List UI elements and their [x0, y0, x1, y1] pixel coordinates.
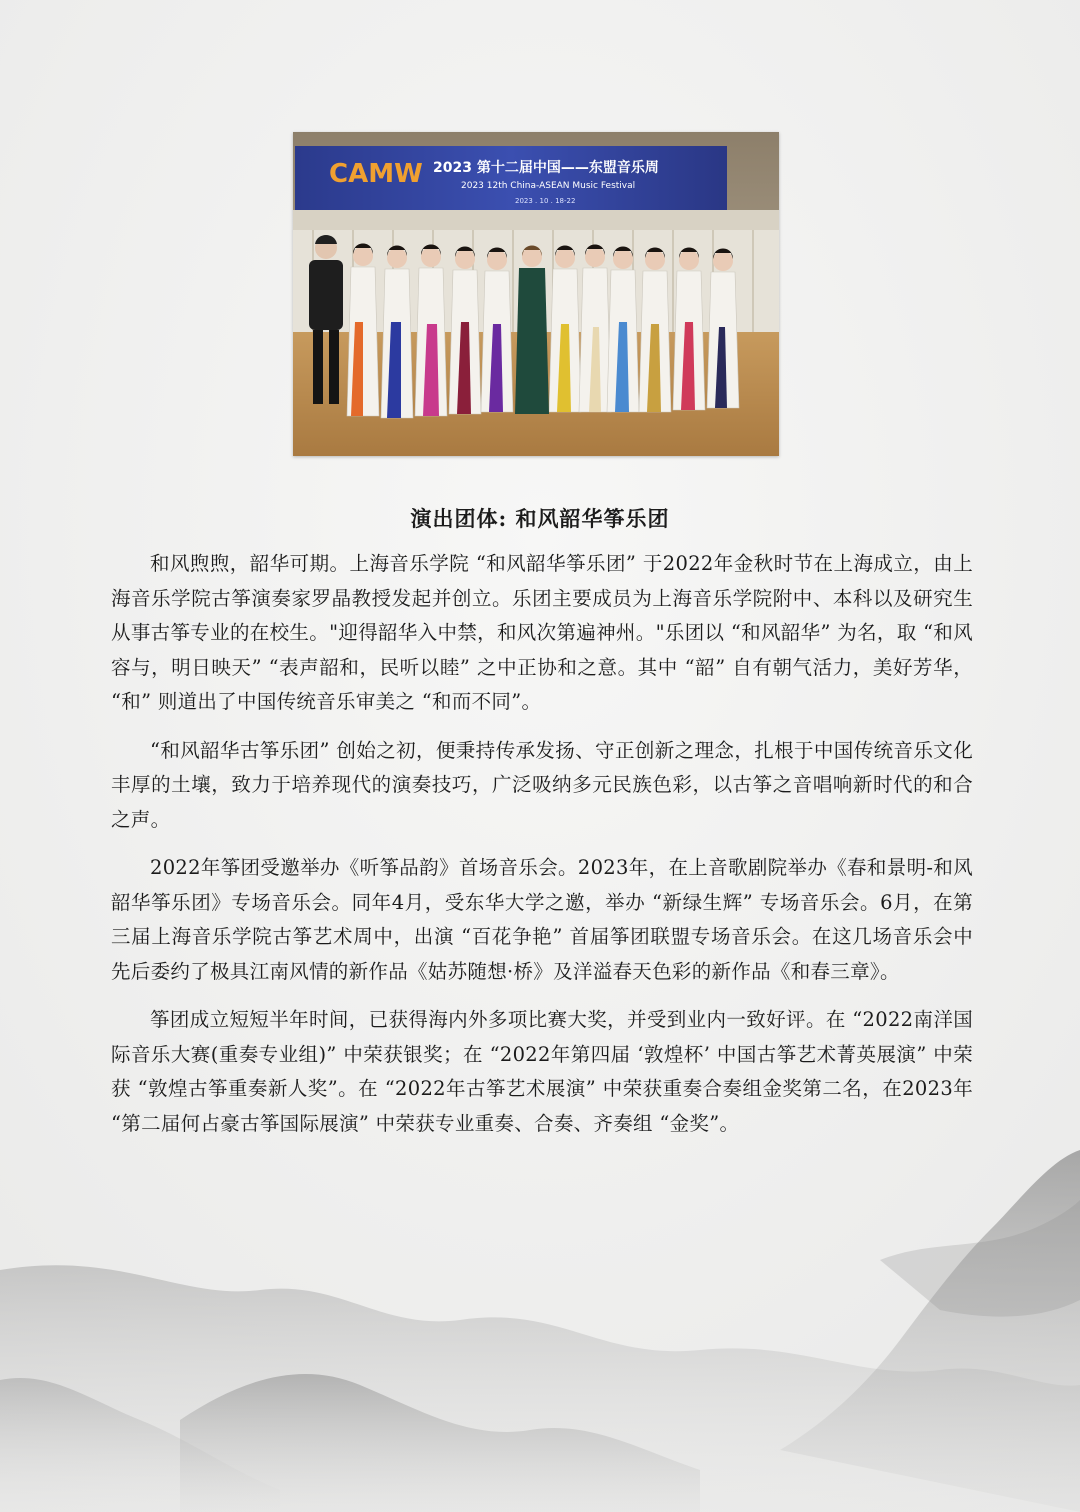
paragraph-philosophy: “和风韶华古筝乐团” 创始之初，便秉持传承发扬、守正创新之理念，扎根于中国传统音乐文化丰厚的土壤，致力于培养现代的演奏技巧，广泛吸纳多元民族色彩，以古筝之音唱响新时代的和合之声。	[111, 738, 973, 831]
article-body	[111, 547, 973, 1155]
paragraph-awards: 筝团成立短短半年时间，已获得海内外多项比赛大奖，并受到业内一致好评。在 “2022南洋国际音乐大赛(重奏专业组)” 中荣获银奖；在 “2022年第四届 ‘敦煌杯’ 中国古筝艺术菁英展演” 中荣获 “敦煌古筝重奏新人奖”。在 “2022年古筝艺术展演” 中荣获重奏合奏组金奖第二名，在2023年 “第二届何占豪古筝国际展演” 中荣获专业重奏、合奏、齐奏组 “金奖”。	[111, 1008, 973, 1135]
group-photo	[293, 132, 779, 456]
banner-subtitle: 2023 12th China-ASEAN Music Festival	[461, 181, 636, 191]
banner-logo: CAMW	[329, 159, 423, 189]
page-title: 演出团体: 和风韶华筝乐团	[410, 506, 670, 531]
banner-date: 2023 . 10 . 18-22	[515, 197, 576, 205]
paragraph-intro: 和风煦煦，韶华可期。上海音乐学院 “和风韶华筝乐团” 于2022年金秋时节在上海成立，由上海音乐学院古筝演奏家罗晶教授发起并创立。乐团主要成员为上海音乐学院附中、本科以及研究生从事古筝专业的在校生。"迎得韶华入中禁，和风次第遍神州。"乐团以 “和风韶华” 为名，取 “和风容与，明日映天” “表声韶和，民听以睦” 之中正协和之意。其中 “韶” 自有朝气活力，美好芳华， “和” 则道出了中国传统音乐审美之 “和而不同”。	[111, 552, 973, 713]
banner-title: 2023 第十二届中国——东盟音乐周	[433, 160, 659, 176]
paragraph-concerts: 2022年筝团受邀举办《听筝品韵》首场音乐会。2023年，在上音歌剧院举办《春和景明-和风韶华筝乐团》专场音乐会。同年4月，受东华大学之邀，举办 “新绿生辉” 专场音乐会。6月，在第三届上海音乐学院古筝艺术周中，出演 “百花争艳” 首届筝团联盟专场音乐会。在这几场音乐会中先后委约了极具江南风情的新作品《姑苏随想·桥》及洋溢春天色彩的新作品《和春三章》。	[111, 856, 973, 983]
